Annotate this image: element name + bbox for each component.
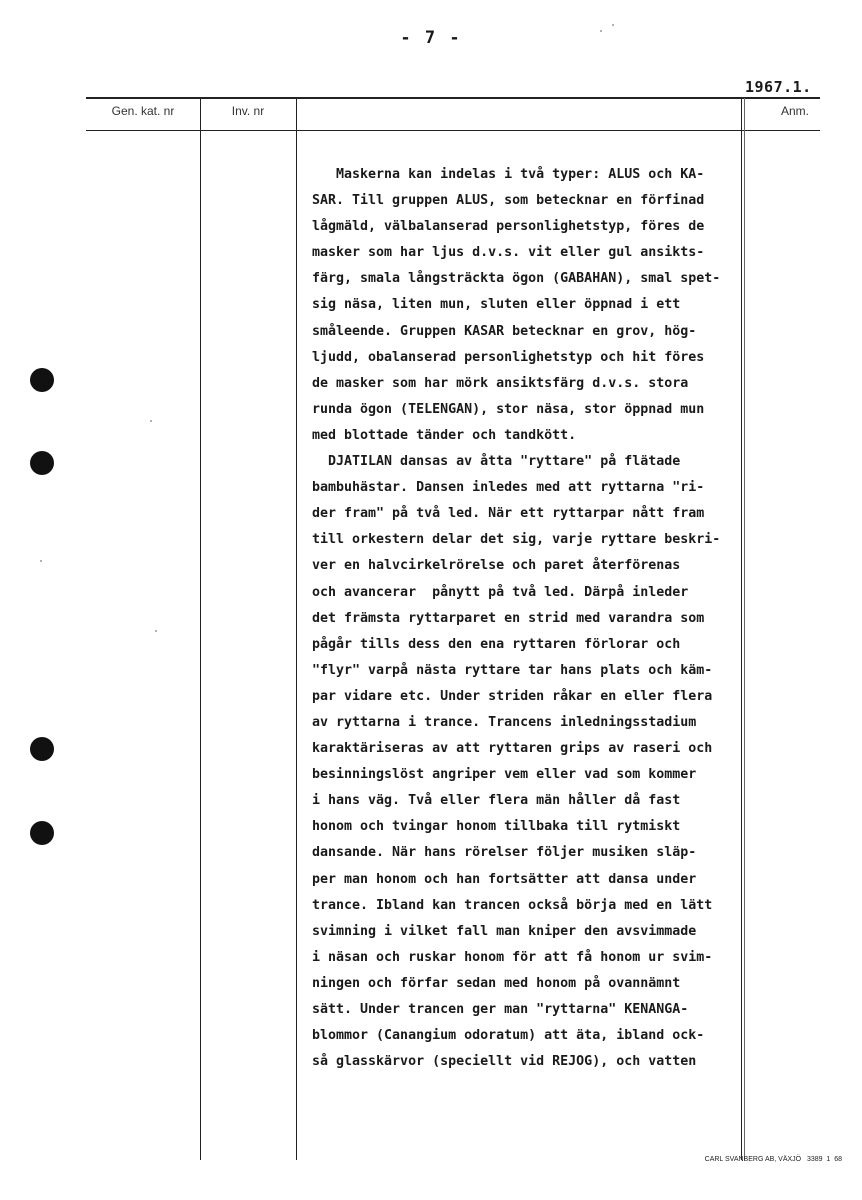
punch-hole (30, 821, 54, 845)
text-line: ver en halvcirkelrörelse och paret återförenas (312, 558, 681, 574)
text-line: med blottade tänder och tandkött. (312, 427, 577, 443)
column-divider-2 (296, 98, 297, 1160)
text-line: så glasskärvor (speciellt vid REJOG), och vatten (312, 1054, 697, 1070)
text-line: de masker som har mörk ansiktsfärg d.v.s. stora (312, 375, 689, 391)
text-line: småleende. Gruppen KASAR betecknar en grov, hög- (312, 323, 697, 339)
text-line: Maskerna kan indelas i två typer: ALUS och KA- (312, 167, 705, 182)
text-line: sig näsa, liten mun, sluten eller öppnad i ett (312, 297, 681, 313)
header-bottom-rule (86, 130, 820, 131)
text-line: per man honom och han fortsätter att dansa under (312, 871, 697, 887)
punch-hole (30, 451, 54, 475)
text-line: det främsta ryttarparet en strid med varandra som (312, 610, 705, 626)
page-number: - 7 - (400, 28, 462, 48)
text-line: sätt. Under trancen ger man "ryttarna" KENANGA- (312, 1002, 689, 1017)
typed-description (312, 162, 757, 1075)
text-line: i näsan och ruskar honom för att få honom ur svim- (312, 949, 713, 965)
text-line: honom och tvingar honom tillbaka till rytmiskt (312, 819, 681, 835)
text-line: runda ögon (TELENGAN), stor näsa, stor öppnad mun (312, 401, 705, 417)
text-line: bambuhästar. Dansen inledes med att ryttarna "ri- (312, 480, 705, 496)
table-top-rule (86, 97, 820, 99)
paper-speck (40, 560, 42, 562)
header-anm: Anm. (780, 104, 809, 118)
text-line: lågmäld, välbalanserad personlighetstyp, föres de (312, 219, 705, 235)
text-line: SAR. Till gruppen ALUS, som betecknar en förfinad (312, 193, 705, 209)
paper-speck (612, 24, 614, 26)
text-line: masker som har ljus d.v.s. vit eller gul ansikts- (312, 245, 705, 261)
punch-hole (30, 737, 54, 761)
catalog-code: 1967.1. (745, 78, 812, 96)
text-line: blommor (Canangium odoratum) att äta, ibland ock- (312, 1028, 705, 1044)
paper-speck (155, 630, 157, 632)
text-line: par vidare etc. Under striden råkar en eller flera (312, 688, 713, 704)
text-line: "flyr" varpå nästa ryttare tar hans plats och käm- (312, 662, 713, 678)
text-line: dansande. När hans rörelser följer musiken släp- (312, 845, 697, 861)
text-line: karaktäriseras av att ryttaren grips av raseri och (312, 741, 713, 757)
text-line: besinningslöst angriper vem eller vad som kommer (312, 767, 697, 783)
punch-hole (30, 368, 54, 392)
text-line: ningen och förfar sedan med honom på ovannämnt (312, 975, 681, 991)
text-line: färg, smala långsträckta ögon (GABAHAN), smal spet- (312, 271, 721, 287)
text-line: ljudd, obalanserad personlighetstyp och hit föres (312, 349, 705, 365)
header-gen-kat-nr: Gen. kat. nr (111, 104, 175, 118)
column-divider-1 (200, 98, 201, 1160)
text-line: och avancerar pånytt på två led. Därpå inleder (312, 584, 689, 600)
text-line: i hans väg. Två eller flera män håller då fast (312, 793, 681, 809)
text-line: svimning i vilket fall man kniper den avsvimmade (312, 923, 697, 939)
paper-speck (600, 30, 602, 32)
text-line: pågår tills dess den ena ryttaren förlorar och (312, 636, 681, 652)
text-line: trance. Ibland kan trancen också börja med en lätt (312, 897, 713, 913)
header-inv-nr: Inv. nr (231, 104, 265, 118)
text-line: der fram" på två led. När ett ryttarpar nått fram (312, 506, 705, 522)
text-line: DJATILAN dansas av åtta "ryttare" på flätade (312, 454, 681, 470)
text-line: till orkestern delar det sig, varje ryttare beskri- (312, 532, 721, 548)
paper-speck (150, 420, 152, 422)
printer-mark: CARL SVANBERG AB, VÄXJÖ 3389 1 68 (704, 1156, 842, 1163)
text-line: av ryttarna i trance. Trancens inledningsstadium (312, 714, 697, 730)
